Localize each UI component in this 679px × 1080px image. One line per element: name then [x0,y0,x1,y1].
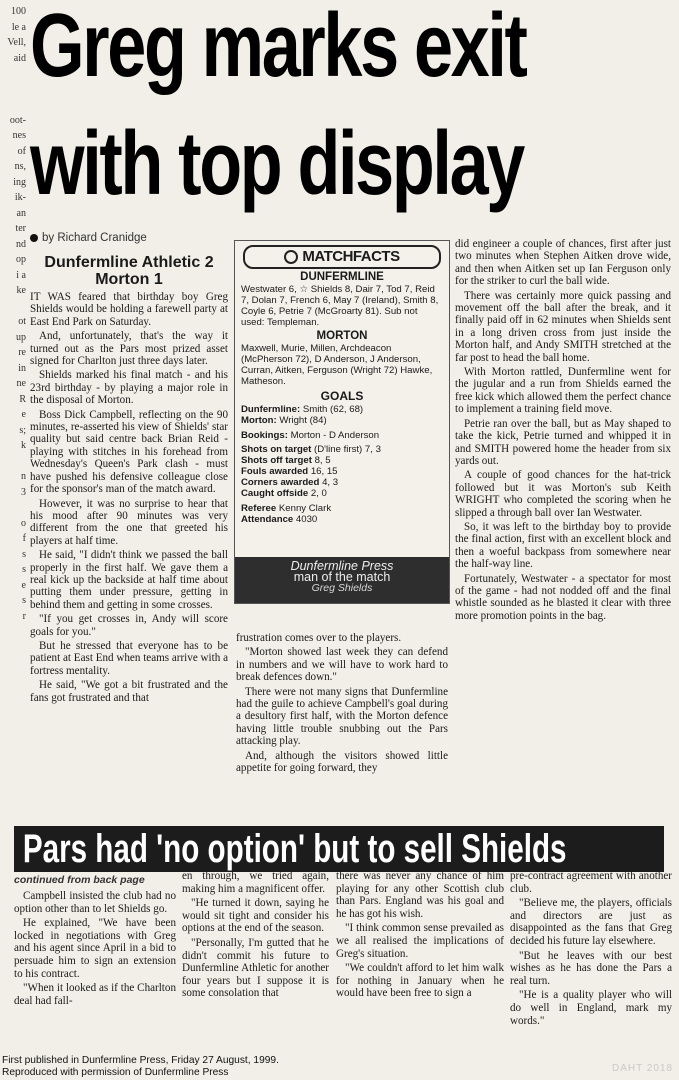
bottom-column-4 [510,870,672,1056]
man-of-the-match-panel [235,557,449,603]
stat-row [235,488,449,499]
margin-fragment: 3 [21,486,26,498]
caption-line-2: Reproduced with permission of Dunfermline Press [2,1066,229,1078]
referee-row [235,503,449,514]
margin-fragment: in [18,362,26,374]
paragraph: And, although the visitors showed little appetite for going forward, they [236,749,448,775]
stat-row [235,466,449,477]
margin-fragment: o [21,517,26,529]
margin-fragment: op [16,254,26,265]
away-team-name: MORTON [316,330,368,342]
paragraph: Petrie ran over the ball, but as May shaped to take the kick, Petrie turned and whipped it in and SMITH powered home the header from six yards out. [455,417,671,467]
margin-fragment: e [21,579,26,591]
goals-row-away [235,415,449,426]
margin-fragment: s [22,595,26,606]
archive-watermark: DAHT 2018 [612,1063,674,1074]
margin-fragment: oot- [9,114,26,126]
stat-value: 4, 3 [322,477,339,488]
continued-label: continued from back page [14,874,145,886]
adjacent-column-fragments [0,0,28,700]
margin-fragment: ing [13,176,26,188]
paragraph: However, it was no surprise to hear that his mood after 90 minutes was very different from the one that greeted his players at half time. [30,497,228,547]
motm-publication: Dunfermline Press [290,559,394,573]
margin-fragment: s [22,564,26,575]
paragraph: Boss Dick Campbell, reflecting on the 90 minutes, re-asserted his view of Shields' star quality but said centre back Brian Reid - playing with stitches in his forehead from Wednesday's Queen's Park clash - must have pushed his defensive colleague close for the sponsor's man of the match award. [30,408,228,496]
match-facts-title: MATCHFACTS [302,248,400,265]
goals-row-home [235,404,449,415]
margin-fragment: n [21,471,26,482]
match-facts-header [243,245,441,269]
bookings-value: Morton - D Anderson [290,430,380,441]
headline-line-2: with top display [30,114,523,214]
margin-fragment: ke [16,285,26,296]
away-team-lineup: Maxwell, Murie, Millen, Archdeacon (McPherson 72), D Anderson, J Anderson, Curran, Aitken, Ferguson (Wright 72) Hawke, Matheson. [241,343,433,387]
stat-value: 8, 5 [314,455,331,466]
stat-value: (D'line first) 7, 3 [314,444,381,455]
ball-icon [284,250,298,264]
attendance-row [235,514,449,525]
margin-fragment: re [18,347,26,358]
stat-row [235,444,449,455]
paragraph: "Believe me, the players, officials and directors are just as disappointed as the fans that Greg decided his future lay elsewhere. [510,897,672,947]
paragraph: "But he leaves with our best wishes as he has done the Pars a real turn. [510,949,672,987]
stat-label: Shots off target [241,455,312,466]
paragraph: Fortunately, Westwater - a spectator for most of the game - had not nodded off and the final whistle sounded as he blasted it clear with three more promotion points in the bag. [455,572,671,622]
headline-line-1: Greg marks exit [30,0,526,96]
secondary-headline: Pars had 'no option' but to sell Shields [22,827,567,871]
stats-list [235,444,449,499]
margin-fragment: 100 [11,6,26,17]
paragraph: "Morton showed last week they can defend in numbers and we will have to work hard to break defences down." [236,646,448,684]
paragraph: Shields marked his final match - and his 23rd birthday - by playing a major role in the disposal of Morton. [30,369,228,407]
paragraph: There were not many signs that Dunfermline had the guile to achieve Campbell's goal during a desultory first half, with the Morton defence having little trouble snubbing out the Pars attacking play. [236,685,448,748]
score-line-2: Morton 1 [95,271,163,288]
paragraph: frustration comes over to the players. [236,632,402,644]
home-team-name: DUNFERMLINE [300,271,384,283]
paragraph: "When it looked as if the Charlton deal had fall- [14,982,176,1007]
paragraph: "I think common sense prevailed as we all realised the implications of Greg's situation. [336,922,504,960]
paragraph: With Morton rattled, Dunfermline went for the jugular and a run from Shields earned the free kick which allowed them the perfect chance to implement a training field move. [455,366,671,416]
stat-label: Shots on target [241,444,312,455]
margin-fragment: an [16,207,26,219]
motm-title: man of the match [293,570,391,584]
publication-caption [2,1055,279,1078]
margin-fragment: e [21,409,26,420]
margin-fragment: Vell, [7,37,26,48]
caption-line-1: First published in Dunfermline Press, Friday 27 August, 1999. [2,1055,279,1066]
stat-row [235,455,449,466]
margin-fragment: s; [19,424,26,436]
margin-fragment: f [22,533,26,544]
referee-value: Kenny Clark [278,503,332,514]
margin-fragment: ter [15,223,26,234]
match-facts-box [234,240,450,604]
bottom-column-3 [336,870,504,1056]
stat-label: Corners awarded [241,477,320,488]
paragraph: "Personally, I'm gutted that he didn't commit his future to Dunfermline Athletic for another four years but I suppose it is some consolation that [182,936,329,1000]
margin-fragment: nes [12,130,26,141]
paragraph: en through, we tried again, making him a magnificent offer. [182,870,329,895]
stat-label: Fouls awarded [241,466,309,477]
paragraph: "He turned it down, saying he would sit tight and consider his options at the end of the season. [182,897,329,935]
paragraph: pre-contract agreement with another club. [510,870,672,895]
article-column-1 [30,254,228,828]
paragraph: did engineer a couple of chances, first after just two minutes when Stephen Aitken drove wide, and then when Aitken set up Ian Ferguson only for the striker to curl the ball wide. [455,238,671,288]
score-line-1: Dunfermline Athletic 2 [44,254,214,271]
goals-label: Dunfermline: [241,404,301,415]
paragraph: There was certainly more quick passing and movement off the ball after the break, and it finally paid off in 62 minutes when Shields sent in a long driven cross from just inside the Morton half, and Andy SMITH stretched at the far post to head the ball home. [455,289,671,364]
paragraph: He said, "We got a bit frustrated and the fans got frustrated and that [30,679,228,704]
stat-row [235,477,449,488]
home-team-lineup: Westwater 6, ☆ Shields 8, Dair 7, Tod 7, Reid 7, Dolan 7, French 6, May 7 (Ireland), Smith 8, Coyle 6, Petrie 7 (McGroarty 81). Sub not used: Templeman. [241,284,439,328]
bottom-column-2 [182,870,329,1056]
paragraph: A couple of good chances for the hat-trick followed but it was Morton's sub Keith WRIGHT who completed the scoring when he slipped a through ball over Ian Westwater. [455,469,671,519]
byline-text: by Richard Cranidge [42,232,147,244]
bottom-column-1 [14,890,176,1056]
goals-label: Morton: [241,415,277,426]
paragraph: "If you get crosses in, Andy will score goals for you." [30,613,228,638]
margin-fragment: of [17,145,26,157]
goals-value: Wright (84) [279,415,327,426]
margin-fragment: R [19,393,26,405]
stat-value: 2, 0 [310,488,327,499]
byline [30,232,147,244]
margin-fragment: i a [16,269,26,281]
margin-fragment: ne [16,378,26,389]
margin-fragment: nd [16,238,26,250]
margin-fragment: s [22,548,26,560]
margin-fragment: up [16,331,26,343]
margin-fragment: ns, [14,161,26,172]
stat-value: 16, 15 [310,466,338,477]
paragraph: So, it was left to the birthday boy to provide the final action, first with an excellent block and then a woeful backpass from somewhere near the half-way line. [455,520,671,571]
referee-label: Referee [241,503,277,514]
paragraph: He said, "I didn't think we passed the ball properly in the first half. We gave them a real kick up the backside at half time about putting them under pressure, getting in behind them and getting in some crosses. [30,549,228,611]
margin-fragment: ot [18,316,26,327]
margin-fragment: r [22,610,26,622]
margin-fragment: ik- [14,192,26,203]
margin-fragment: aid [13,52,26,64]
score-heading [30,254,228,288]
margin-fragment: k [21,440,26,451]
paragraph: Campbell insisted the club had no option other than to let Shields go. [14,890,176,915]
paragraph: And, unfortunately, that's the way it turned out as the Pars most prized asset signed for Charlton just three days later. [30,330,228,368]
attendance-label: Attendance [241,514,294,525]
stat-label: Caught offside [241,488,309,499]
margin-fragment: le a [11,21,26,33]
paragraph: IT WAS feared that birthday boy Greg Shields would be holding a farewell party at East End Park on Saturday. [30,291,228,328]
bookings-row [235,430,449,441]
paragraph: But he stressed that everyone has to be patient at East End when teams arrive with a fortress mentality. [30,639,228,677]
article-column-3 [455,238,671,826]
secondary-headline-banner [14,826,664,872]
paragraph: "He is a quality player who will do well in England, mark my words." [510,989,672,1027]
attendance-value: 4030 [295,514,318,525]
motm-player: Greg Shields [311,582,373,594]
bullet-icon [30,234,38,242]
paragraph: there was never any chance of him playing for any other Scottish club than Pars. England was his goal and he has got his wish. [336,870,504,920]
paragraph: "We couldn't afford to let him walk for nothing in January when he would have been free to sign a [336,962,504,1000]
paragraph: He explained, "We have been locked in negotiations with Greg and his agent since April in a bid to persuade him to sign an extension to his contract. [14,917,176,980]
goals-value: Smith (62, 68) [302,404,364,415]
article-column-2 [236,632,448,822]
bookings-label: Bookings: [241,430,288,441]
goals-heading: GOALS [320,389,364,403]
